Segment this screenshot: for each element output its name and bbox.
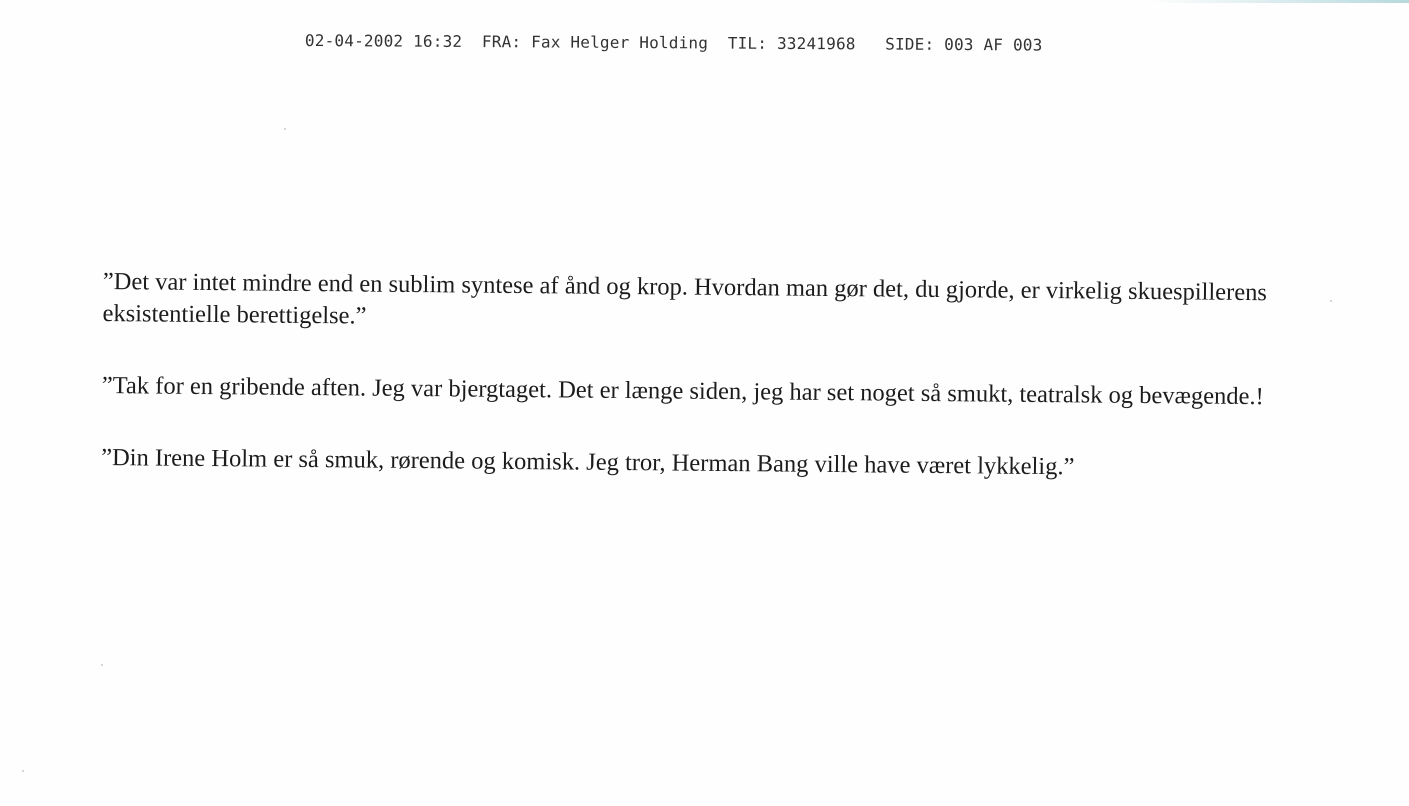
fax-from-label: FRA: [481, 32, 522, 52]
scan-speck [284, 128, 286, 130]
fax-header-line [305, 31, 1043, 56]
quote-2: ”Tak for en gribende aften. Jeg var bjergtaget. Det er længe siden, jeg har set noget så smukt, teatralsk og bevægende.! [101, 371, 1264, 411]
quotes-body [101, 266, 1283, 525]
quote-1: ”Det var intet mindre end en sublim syntese af ånd og krop. Hvordan man gør det, du gjorde, er virkelig skuespillerens eksistentielle berettigelse.” [102, 267, 1268, 330]
fax-datetime: 02-04-2002 16:32 [304, 31, 463, 51]
scan-speck [22, 770, 24, 772]
scan-speck [101, 664, 103, 666]
fax-from-value: Fax Helger Holding [531, 32, 709, 53]
quote-3: ”Din Irene Holm er så smuk, rørende og komisk. Jeg tror, Herman Bang ville have været lykkelig.” [101, 443, 1075, 481]
scan-speck [1330, 300, 1332, 302]
fax-to-label: TIL: [727, 33, 768, 53]
fax-page-label: SIDE: [885, 34, 935, 54]
scan-edge-tint [1149, 0, 1409, 3]
fax-to-value: 33241968 [776, 33, 856, 54]
fax-page-value: 003 AF 003 [944, 34, 1043, 55]
